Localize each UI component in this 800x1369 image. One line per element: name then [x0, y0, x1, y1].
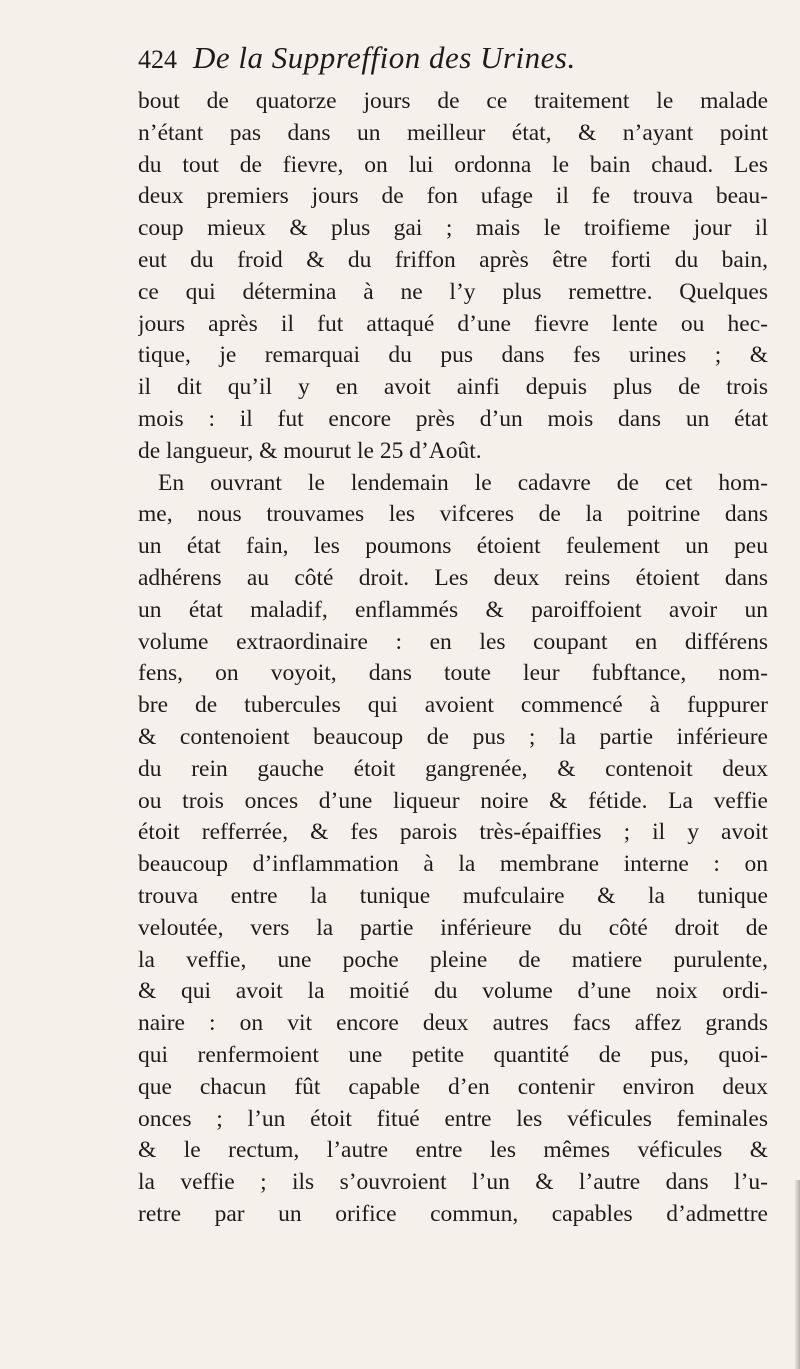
text-line: coup mieux & plus gai ; mais le troifieme jour il: [138, 215, 768, 242]
text-line: fens, on voyoit, dans toute leur fubftance, nom-: [138, 660, 768, 687]
text-line: un état maladif, enflammés & paroiffoient avoir un: [138, 596, 768, 623]
text-line: retre par un orifice commun, capables d’admettre: [138, 1200, 768, 1227]
text-line: veloutée, vers la partie inférieure du côté droit de: [138, 914, 768, 941]
page-header: [138, 40, 576, 84]
text-line: qui renfermoient une petite quantité de pus, quoi-: [138, 1041, 768, 1068]
body-text: [138, 86, 768, 1231]
text-line: bre de tubercules qui avoient commencé à fuppurer: [138, 692, 768, 719]
text-line: mois : il fut encore près d’un mois dans un état: [138, 405, 768, 432]
text-line: du tout de fievre, on lui ordonna le bain chaud. Les: [138, 151, 768, 178]
text-line: me, nous trouvames les vifceres de la poitrine dans: [138, 501, 768, 528]
page-edge-shadow: [794, 1180, 800, 1369]
text-line: tique, je remarquai du pus dans fes urines ; &: [138, 342, 768, 369]
text-line: la veffie, une poche pleine de matiere purulente,: [138, 946, 768, 973]
text-line: ou trois onces d’une liqueur noire & fétide. La veffie: [138, 787, 768, 814]
text-line: onces ; l’un étoit fitué entre les véficules feminales: [138, 1105, 768, 1132]
page-number: 424: [138, 45, 177, 74]
text-line: beaucoup d’inflammation à la membrane interne : on: [138, 851, 768, 878]
text-line: trouva entre la tunique mufculaire & la tunique: [138, 882, 768, 909]
text-line: de langueur, & mourut le 25 d’Août.: [138, 437, 482, 464]
text-line: du rein gauche étoit gangrenée, & contenoit deux: [138, 755, 768, 782]
text-line: naire : on vit encore deux autres facs affez grands: [138, 1010, 768, 1037]
text-line: & contenoient beaucoup de pus ; la partie inférieure: [138, 723, 768, 750]
text-line: & qui avoit la moitié du volume d’une noix ordi-: [138, 978, 768, 1005]
paragraph-start: En ouvrant le lendemain le cadavre de cet hom-: [158, 469, 768, 496]
text-line: un état fain, les poumons étoient feulement un peu: [138, 533, 768, 560]
text-line: ce qui détermina à ne l’y plus remettre. Quelques: [138, 278, 768, 305]
text-line: eut du froid & du friffon après être forti du bain,: [138, 246, 768, 273]
text-line: étoit refferrée, & fes parois très-épaiffies ; il y avoit: [138, 819, 768, 846]
text-line: adhérens au côté droit. Les deux reins étoient dans: [138, 564, 768, 591]
text-line: jours après il fut attaqué d’une fievre lente ou hec-: [138, 310, 768, 337]
text-line: bout de quatorze jours de ce traitement le malade: [138, 88, 768, 114]
text-line: n’étant pas dans un meilleur état, & n’ayant point: [138, 119, 768, 146]
running-title: De la Suppreffion des Urines.: [193, 40, 576, 75]
text-line: que chacun fût capable d’en contenir environ deux: [138, 1073, 768, 1100]
text-line: deux premiers jours de fon ufage il fe trouva beau-: [138, 183, 768, 210]
text-line: volume extraordinaire : en les coupant en différens: [138, 628, 768, 655]
text-line: & le rectum, l’autre entre les mêmes véficules &: [138, 1137, 768, 1164]
text-line: la veffie ; ils s’ouvroient l’un & l’autre dans l’u-: [138, 1169, 768, 1196]
text-line: il dit qu’il y en avoit ainfi depuis plus de trois: [138, 374, 768, 401]
